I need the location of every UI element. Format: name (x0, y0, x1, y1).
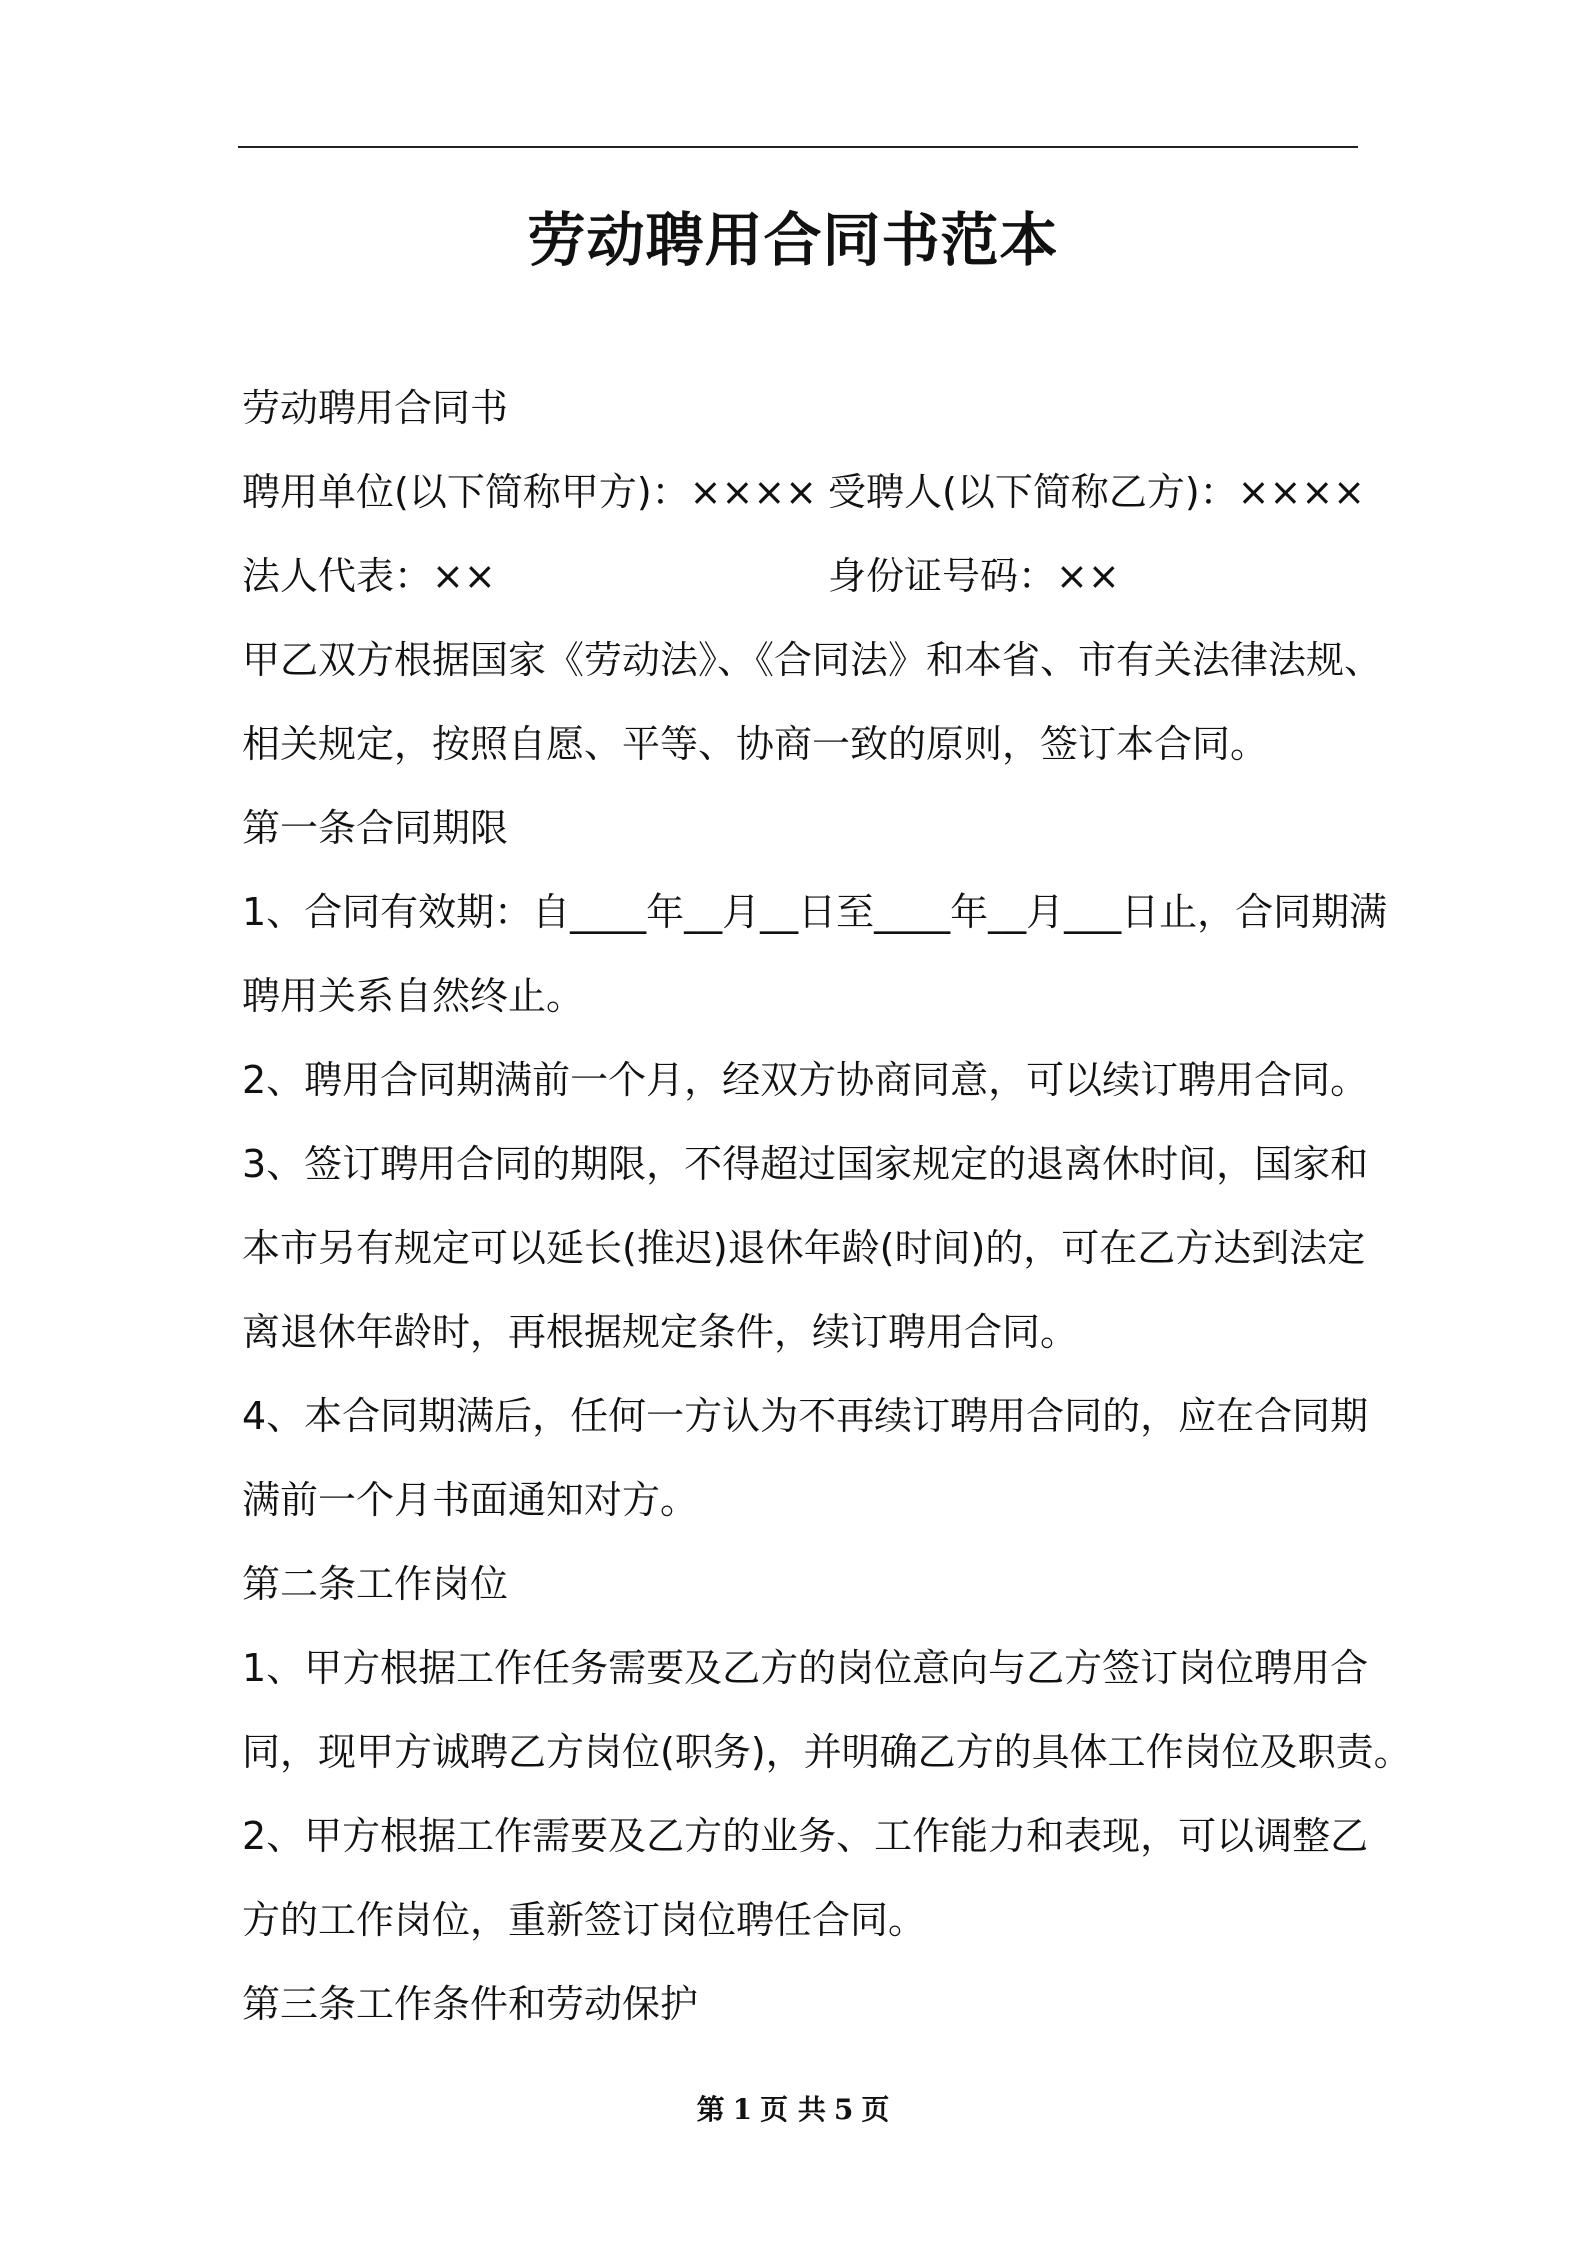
section-heading: 第二条工作岗位 (242, 1562, 509, 1606)
page-mid: 页 共 (760, 2093, 826, 2126)
document-body (242, 366, 1412, 2046)
paragraph-line: 本市另有规定可以延长(推迟)退休年龄(时间)的，可在乙方达到法定 (242, 1226, 1366, 1270)
paragraph-line: 甲乙双方根据国家《劳动法》、《合同法》和本省、市有关法律法规、 (242, 638, 1383, 682)
paragraph-line: 1、甲方根据工作任务需要及乙方的岗位意向与乙方签订岗位聘用合 (242, 1646, 1369, 1690)
paragraph-line: 满前一个月书面通知对方。 (242, 1478, 699, 1522)
paragraph-line: 4、本合同期满后，任何一方认为不再续订聘用合同的，应在合同期 (242, 1394, 1369, 1438)
paragraph-line: 离退休年龄时，再根据规定条件，续订聘用合同。 (242, 1310, 1079, 1354)
page-footer (0, 2090, 1586, 2130)
paragraph-line: 3、签订聘用合同的期限，不得超过国家规定的退离休时间，国家和 (242, 1142, 1369, 1186)
paragraph-line: 1、合同有效期：自____年__月__日至____年__月___日止，合同期满 (242, 890, 1388, 934)
paragraph-line: 方的工作岗位，重新签订岗位聘任合同。 (242, 1898, 927, 1942)
page-total: 5 (833, 2093, 854, 2126)
paragraph-line: 2、聘用合同期满前一个月，经双方协商同意，可以续订聘用合同。 (242, 1058, 1369, 1102)
page-number: 1 (732, 2093, 753, 2126)
paragraph-line: 聘用关系自然终止。 (242, 974, 585, 1018)
id-number-label: 身份证号码：×× (828, 554, 1120, 598)
page-prefix: 第 (696, 2093, 725, 2126)
paragraph-line: 相关规定，按照自愿、平等、协商一致的原则，签订本合同。 (242, 722, 1269, 766)
paragraph-line: 同，现甲方诚聘乙方岗位(职务)，并明确乙方的具体工作岗位及职责。 (242, 1730, 1412, 1774)
document-title: 劳动聘用合同书范本 (527, 206, 1059, 274)
page-suffix: 页 (861, 2093, 890, 2126)
legal-rep-label: 法人代表：×× (242, 554, 496, 598)
party-b-label: 受聘人(以下简称乙方)：×××× (828, 470, 1366, 514)
header-rule (238, 146, 1358, 148)
paragraph-line: 2、甲方根据工作需要及乙方的业务、工作能力和表现，可以调整乙 (242, 1814, 1369, 1858)
party-a-label: 聘用单位(以下简称甲方)：×××× (242, 470, 818, 514)
contract-subtitle: 劳动聘用合同书 (242, 386, 509, 430)
section-heading: 第一条合同期限 (242, 806, 509, 850)
section-heading: 第三条工作条件和劳动保护 (242, 1982, 699, 2026)
party-line (242, 450, 1372, 534)
representative-line (242, 534, 1372, 618)
